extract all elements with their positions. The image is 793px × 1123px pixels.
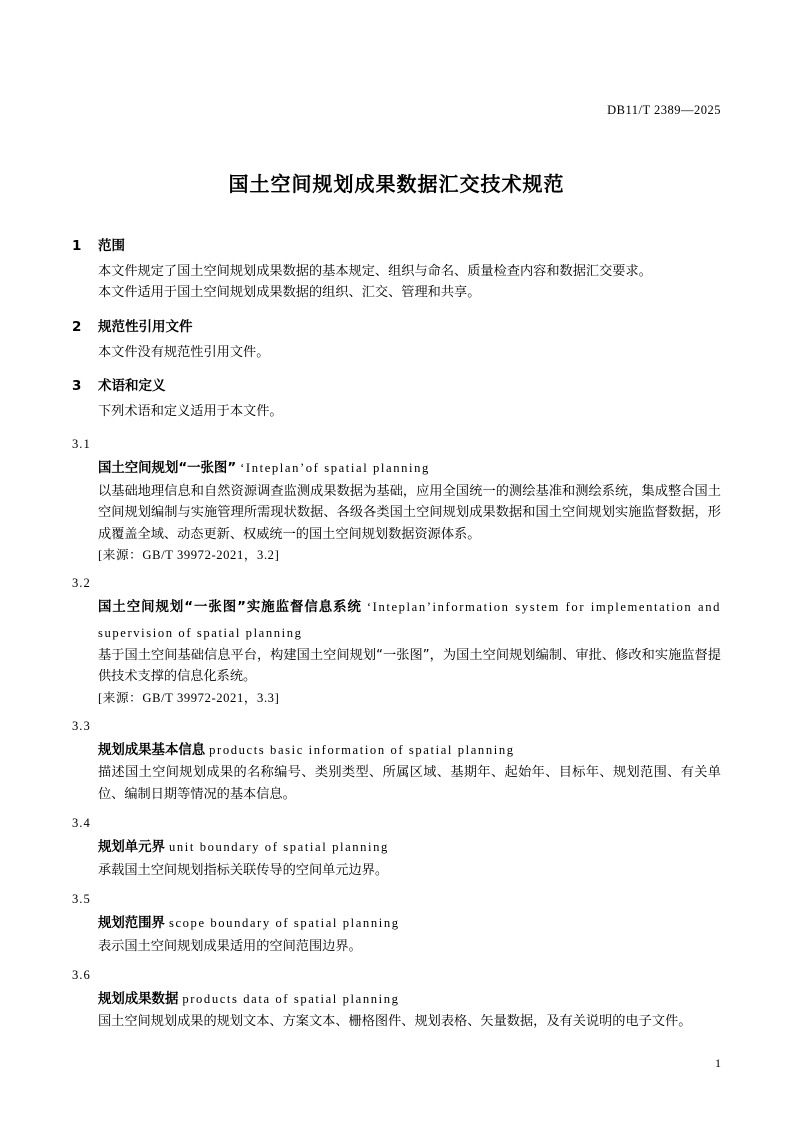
term-name-line bbox=[98, 910, 721, 936]
running-header-standard-number: DB11/T 2389—2025 bbox=[607, 103, 721, 117]
term-entry bbox=[72, 574, 721, 708]
term-entry bbox=[72, 966, 721, 1033]
term-definition: 以基础地理信息和自然资源调查监测成果数据为基础，应用全国统一的测绘基准和测绘系统，集成整合国土空间规划编制与实施管理所需现状数据、各级各类国土空间规划成果数据和国土空间规划实施监督数据，形成覆盖全域、动态更新、权威统一的国土空间规划数据资源体系。 bbox=[98, 483, 721, 542]
term-source: [来源：GB/T 39972-2021，3.2] bbox=[98, 547, 280, 562]
term-entry bbox=[72, 890, 721, 957]
term-entry bbox=[72, 435, 721, 565]
term-name-cn: 规划单元界 bbox=[98, 840, 165, 856]
term-name-line bbox=[98, 455, 721, 481]
term-definition: 基于国土空间基础信息平台，构建国土空间规划“一张图”，为国土空间规划编制、审批、修改和实施监督提供技术支撑的信息化系统。 bbox=[98, 648, 721, 685]
term-name-en: products data of spatial planning bbox=[182, 991, 400, 1006]
term-name-en: scope boundary of spatial planning bbox=[168, 915, 400, 930]
term-number: 3.1 bbox=[72, 437, 91, 452]
term-name-cn: 规划成果基本信息 bbox=[98, 742, 206, 758]
term-name-en: ‘Inteplan’information system for implementation and supervision of spatial planning bbox=[98, 599, 721, 640]
term-name-en: products basic information of spatial planning bbox=[209, 742, 515, 757]
term-source: [来源：GB/T 39972-2021，3.3] bbox=[98, 690, 280, 705]
clause-paragraph: 本文件适用于国土空间规划成果数据的组织、汇交、管理和共享。 bbox=[98, 285, 481, 301]
term-number: 3.3 bbox=[72, 718, 91, 733]
clause-heading bbox=[72, 236, 721, 257]
term-definition: 承载国土空间规划指标关联传导的空间单元边界。 bbox=[98, 862, 389, 878]
term-number: 3.6 bbox=[72, 967, 91, 982]
term-name-en: ‘Inteplan’of spatial planning bbox=[240, 461, 430, 476]
term-definition: 描述国土空间规划成果的名称编号、类别类型、所属区域、基期年、起始年、目标年、规划范围、有关单位、编制日期等情况的基本信息。 bbox=[98, 765, 721, 802]
clause-heading bbox=[72, 317, 721, 338]
term-name-en: unit boundary of spatial planning bbox=[168, 840, 389, 855]
term-name-cn: 国土空间规划“一张图” bbox=[98, 461, 237, 477]
page-number: 1 bbox=[715, 1056, 721, 1070]
term-name-cn: 规划范围界 bbox=[98, 915, 165, 931]
term-name-line bbox=[98, 594, 721, 645]
clause-paragraph: 下列术语和定义适用于本文件。 bbox=[98, 403, 283, 419]
term-name-cn: 规划成果数据 bbox=[98, 991, 179, 1007]
term-number: 3.5 bbox=[72, 892, 91, 907]
term-number: 3.2 bbox=[72, 576, 91, 591]
clause-section bbox=[72, 317, 721, 363]
term-definition: 表示国土空间规划成果适用的空间范围边界。 bbox=[98, 938, 362, 954]
clause-title: 范围 bbox=[98, 238, 125, 254]
clause-number: 3 bbox=[72, 377, 82, 394]
clause-paragraph: 本文件没有规范性引用文件。 bbox=[98, 344, 270, 360]
term-name-line bbox=[98, 737, 721, 763]
document-body bbox=[72, 236, 721, 1042]
term-name-line bbox=[98, 986, 721, 1012]
clause-number: 1 bbox=[72, 238, 82, 254]
clause-section bbox=[72, 376, 721, 422]
page-content bbox=[72, 0, 721, 1123]
term-number: 3.4 bbox=[72, 816, 91, 831]
term-entry bbox=[72, 814, 721, 881]
page-title: 国土空间规划成果数据汇交技术规范 bbox=[228, 172, 565, 196]
term-name-cn: 国土空间规划“一张图”实施监督信息系统 bbox=[98, 599, 362, 615]
clause-paragraph: 本文件规定了国土空间规划成果数据的基本规定、组织与命名、质量检查内容和数据汇交要求。 bbox=[98, 263, 652, 279]
clause-heading bbox=[72, 376, 721, 397]
term-name-line bbox=[98, 834, 721, 860]
clause-number: 2 bbox=[72, 318, 82, 335]
clause-section bbox=[72, 236, 721, 304]
clause-title: 规范性引用文件 bbox=[98, 318, 193, 335]
term-definition: 国土空间规划成果的规划文本、方案文本、栅格图件、规划表格、矢量数据，及有关说明的电子文件。 bbox=[98, 1014, 692, 1030]
clause-title: 术语和定义 bbox=[98, 377, 166, 394]
term-entry bbox=[72, 717, 721, 805]
